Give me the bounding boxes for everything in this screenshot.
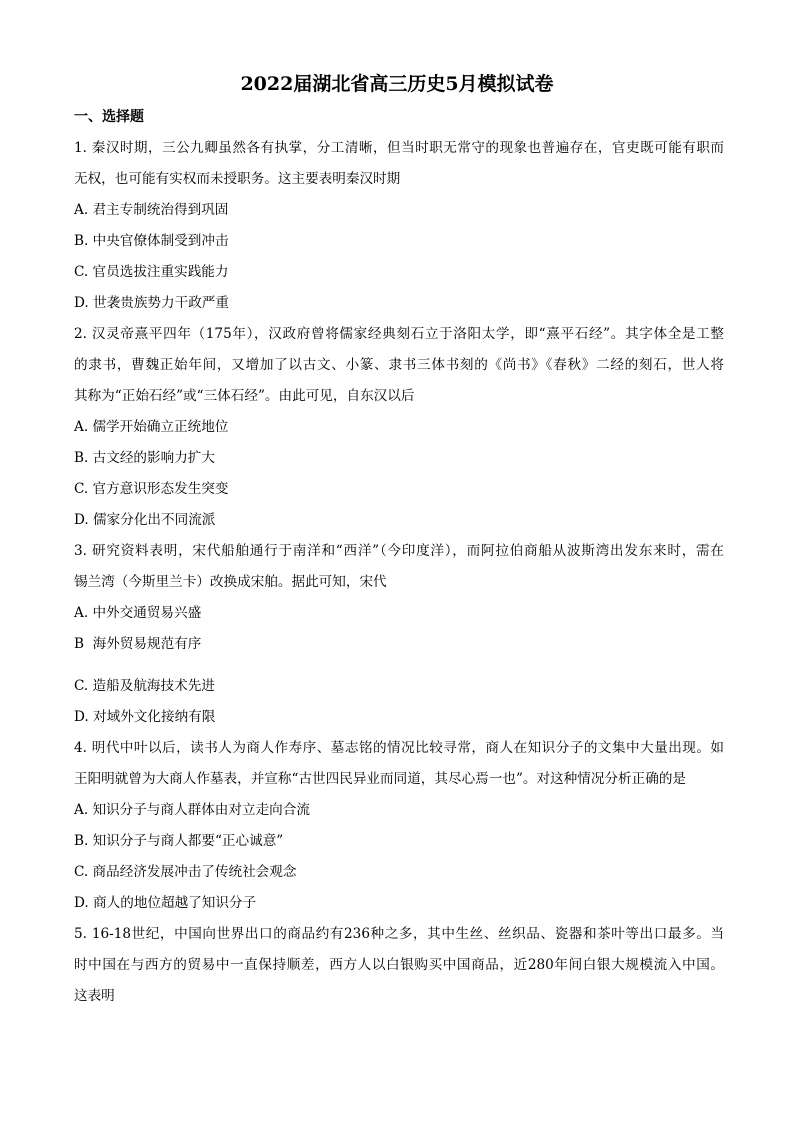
question-4-option-a: A. 知识分子与商人群体由对立走向合流 bbox=[74, 802, 310, 818]
question-3-option-d: D. 对域外文化接纳有限 bbox=[74, 709, 216, 725]
question-5-line-3: 这表明 bbox=[74, 988, 115, 1004]
page-title: 2022届湖北省高三历史5月模拟试卷 bbox=[240, 73, 554, 95]
question-4-line-1: 4. 明代中叶以后，读书人为商人作寿序、墓志铭的情况比较寻常，商人在知识分子的文集中大量出现。如 bbox=[74, 740, 724, 756]
question-1-option-b: B. 中央官僚体制受到冲击 bbox=[74, 233, 229, 249]
question-2-line-3: 其称为“正始石经”或“三体石经”。由此可见，自东汉以后 bbox=[74, 388, 415, 404]
question-3-option-c: C. 造船及航海技术先进 bbox=[74, 678, 215, 694]
question-2-option-d: D. 儒家分化出不同流派 bbox=[74, 512, 216, 528]
question-2-option-c: C. 官方意识形态发生突变 bbox=[74, 481, 229, 497]
question-4-line-2: 王阳明就曾为大商人作墓表，并宣称“古世四民异业而同道，其尽心焉一也”。对这种情况分析正确的是 bbox=[74, 771, 687, 787]
question-4-option-c: C. 商品经济发展冲击了传统社会观念 bbox=[74, 864, 297, 880]
question-4-option-d: D. 商人的地位超越了知识分子 bbox=[74, 895, 257, 911]
section-heading: 一、选择题 bbox=[74, 109, 144, 125]
question-1-option-c: C. 官员选拔注重实践能力 bbox=[74, 264, 229, 280]
question-1-line-2: 无权，也可能有实权而未授职务。这主要表明秦汉时期 bbox=[74, 171, 401, 187]
question-3-option-a: A. 中外交通贸易兴盛 bbox=[74, 605, 202, 621]
question-2-option-a: A. 儒学开始确立正统地位 bbox=[74, 419, 229, 435]
question-2-option-b: B. 古文经的影响力扩大 bbox=[74, 450, 215, 466]
question-5-line-2: 时中国在与西方的贸易中一直保持顺差，西方人以白银购买中国商品，近280年间白银大规模流入中国。 bbox=[74, 957, 724, 973]
question-3-option-b: B 海外贸易规范有序 bbox=[74, 636, 202, 652]
question-3-line-2: 锡兰湾（今斯里兰卡）改换成宋舶。据此可知，宋代 bbox=[74, 574, 387, 590]
question-5-line-1: 5. 16-18世纪，中国向世界出口的商品约有236种之多，其中生丝、丝织品、瓷器和茶叶等出口最多。当 bbox=[74, 926, 724, 942]
question-3-line-1: 3. 研究资料表明，宋代船舶通行于南洋和“西洋”（今印度洋），而阿拉伯商船从波斯湾出发东来时，需在 bbox=[74, 543, 724, 559]
question-2-line-2: 的隶书，曹魏正始年间，又增加了以古文、小篆、隶书三体书刻的《尚书》《春秋》二经的刻石，世人将 bbox=[74, 357, 724, 373]
question-1-option-a: A. 君主专制统治得到巩固 bbox=[74, 202, 229, 218]
question-1-line-1: 1. 秦汉时期，三公九卿虽然各有执掌，分工清晰，但当时职无常守的现象也普遍存在，官吏既可能有职而 bbox=[74, 140, 724, 156]
question-1-option-d: D. 世袭贵族势力干政严重 bbox=[74, 295, 229, 311]
question-4-option-b: B. 知识分子与商人都要“正心诚意” bbox=[74, 833, 284, 849]
question-2-line-1: 2. 汉灵帝熹平四年（175年），汉政府曾将儒家经典刻石立于洛阳太学，即“熹平石经”。其字体全是工整 bbox=[74, 326, 724, 342]
